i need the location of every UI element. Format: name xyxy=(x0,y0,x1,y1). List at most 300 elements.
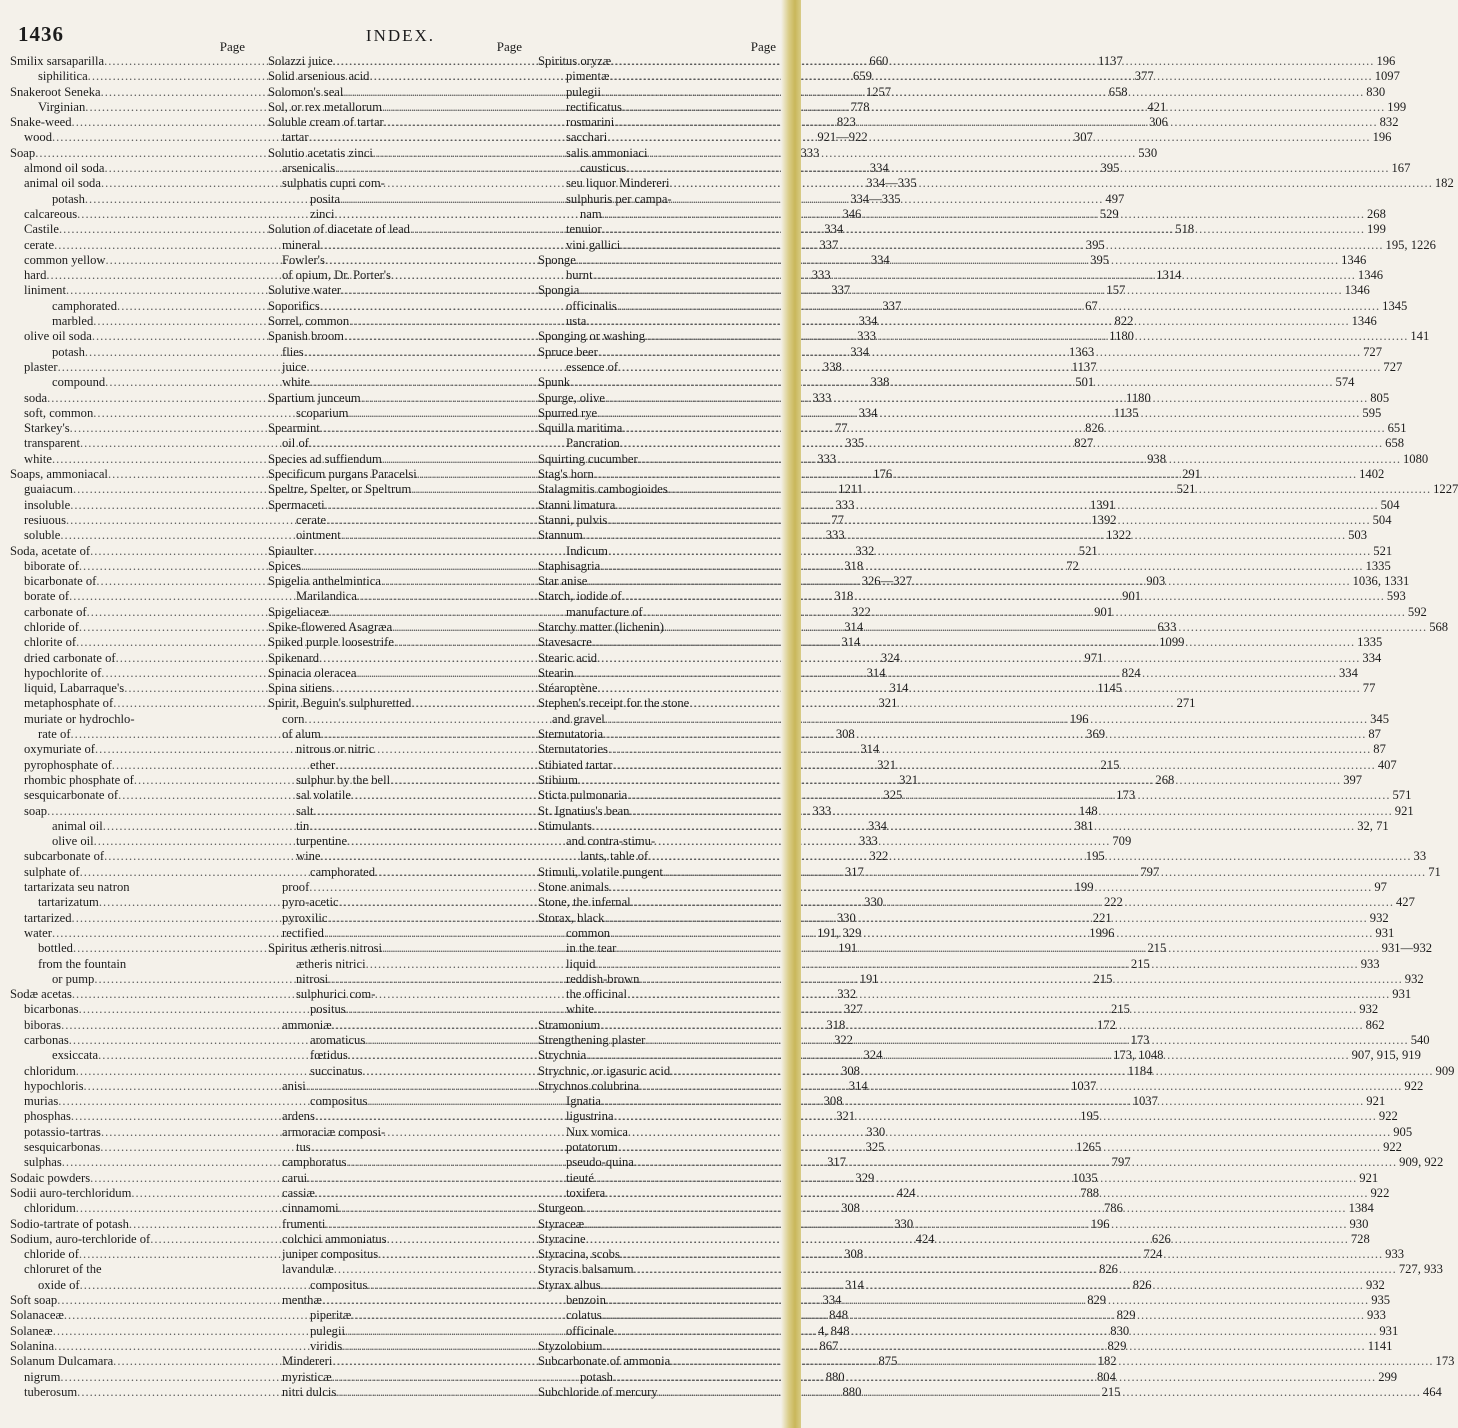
entry-page: 1335 xyxy=(1365,558,1391,573)
entry-term: Spartium junceum xyxy=(268,390,361,405)
entry-term: calcareous xyxy=(24,206,78,221)
entry-page: 938 xyxy=(1147,451,1166,466)
entry-page: 334—335 xyxy=(866,176,917,191)
entry-term: biborate of xyxy=(24,558,79,573)
entry-page: 338 xyxy=(822,359,842,374)
entry-page: 173 xyxy=(1130,1033,1150,1047)
entry-page: 709 xyxy=(1112,834,1132,849)
entry-term: camphorated xyxy=(52,298,118,313)
entry-page: 797 xyxy=(1140,864,1160,879)
page-number: 1436 xyxy=(18,22,64,46)
entry-page: 333 xyxy=(857,329,877,344)
entry-page: 880 xyxy=(825,1369,845,1384)
entry-term: white xyxy=(566,1002,594,1017)
entry-page: 321 xyxy=(836,1109,856,1124)
entry-page: 33 xyxy=(1413,849,1427,864)
entry-term: St. Ignatius's bean xyxy=(538,803,630,818)
entry-term: subcarbonate of xyxy=(24,849,105,864)
entry-term: juniper compositus xyxy=(282,1247,379,1262)
entry-term: Soft soap xyxy=(10,1293,58,1308)
dot-leader xyxy=(584,1217,1347,1232)
entry-page: 464 xyxy=(1422,1384,1442,1399)
entry-term: white xyxy=(24,451,52,466)
entry-page: 1211 xyxy=(838,482,864,497)
dot-leader xyxy=(586,314,1349,329)
entry-term: ætheris nitrici xyxy=(296,956,366,971)
entry-page: 797 xyxy=(1111,1155,1131,1170)
entry-term: officinale xyxy=(566,1323,615,1338)
dot-leader xyxy=(570,375,1333,390)
entry-page: 377 xyxy=(1134,69,1154,84)
dot-leader xyxy=(578,773,1341,788)
entry-term: Stearic acid xyxy=(538,650,598,665)
entry-term: Soap xyxy=(10,145,36,160)
entry-page: 727, 933 xyxy=(1398,1262,1443,1277)
entry-term: mineral xyxy=(282,237,321,252)
entry-term: and gravel xyxy=(552,711,605,726)
dot-leader xyxy=(628,1125,1391,1140)
entry-term: Spigelia anthelmintica xyxy=(268,574,381,589)
entry-term: Speltre, Spelter, or Speltrum xyxy=(268,482,412,497)
entry-page: 921—922 xyxy=(817,130,868,145)
entry-page: 173 xyxy=(1435,1354,1455,1369)
entry-page: 215 xyxy=(1130,956,1150,971)
entry-page: 407 xyxy=(1377,757,1397,772)
entry-term: oil of xyxy=(282,436,309,451)
entry-page: 314 xyxy=(844,1277,864,1292)
dot-leader xyxy=(601,85,1364,100)
entry-page: 501 xyxy=(1075,375,1095,390)
dot-leader xyxy=(629,804,1392,819)
dot-leader xyxy=(583,528,1346,543)
entry-page: 196 xyxy=(1090,1216,1110,1231)
entry-term: oxymuriate of xyxy=(24,742,95,757)
entry-page: 330 xyxy=(866,1124,886,1139)
entry-page: 660 xyxy=(869,54,889,68)
entry-term: Stalagmitis cambogioides xyxy=(538,482,668,497)
entry-page: 97 xyxy=(1374,880,1387,895)
entry-term: tartarizata seu natron xyxy=(24,880,130,895)
entry-term: Spermaceti xyxy=(268,497,325,512)
entry-term: ligustrina xyxy=(566,1109,614,1124)
entry-term: white xyxy=(282,375,310,390)
entry-term: aromaticus xyxy=(310,1033,366,1047)
entry-page: 332 xyxy=(855,543,875,558)
dot-leader xyxy=(631,895,1394,910)
entry-term: Strychnia xyxy=(538,1048,587,1063)
entry-page: 1322 xyxy=(1106,528,1132,543)
entry-term: Stannum xyxy=(538,528,583,543)
entry-page: 334 xyxy=(824,222,844,237)
dot-leader xyxy=(610,926,1373,941)
entry-term: Nux vomica xyxy=(566,1124,628,1139)
dot-leader xyxy=(617,299,1380,314)
entry-page: 571 xyxy=(1392,788,1412,803)
entry-term: nitrous or nitric xyxy=(296,742,375,757)
entry-page: 182 xyxy=(1434,176,1454,191)
entry-page: 1265 xyxy=(1076,1140,1102,1155)
entry-page: 826 xyxy=(1099,1262,1118,1277)
entry-term: muriate or hydrochlo- xyxy=(24,711,135,726)
entry-term: Styracina, scobs xyxy=(538,1247,620,1262)
dot-leader xyxy=(601,1094,1364,1109)
entry-page: 530 xyxy=(1138,145,1158,160)
entry-term: Spinacia oleracea xyxy=(268,665,357,680)
entry-term: scoparium xyxy=(296,405,349,420)
dot-leader xyxy=(574,666,1337,681)
entry-term: Spurred rye xyxy=(538,405,598,420)
entry-page: 77 xyxy=(1362,681,1376,696)
entry-term: metaphosphate of xyxy=(24,696,114,711)
entry-page: 325 xyxy=(883,788,903,803)
dot-leader xyxy=(609,880,1372,895)
entry-page: 921 xyxy=(1394,803,1414,818)
entry-term: rate of xyxy=(38,727,71,742)
dot-leader xyxy=(603,727,1366,742)
entry-page: 182 xyxy=(1097,1354,1117,1369)
entry-page: 199 xyxy=(1387,99,1407,114)
entry-page: 191 xyxy=(838,941,858,956)
entry-term: pyrophosphate of xyxy=(24,757,112,772)
entry-page: 397 xyxy=(1343,772,1363,787)
entry-page: 829 xyxy=(1107,1338,1127,1353)
entry-term: sacchari xyxy=(566,130,608,145)
entry-page: 333 xyxy=(811,268,831,283)
entry-term: wine xyxy=(296,849,321,864)
index-entry xyxy=(268,1125,522,1140)
entry-term: potatorum xyxy=(566,1140,618,1155)
entry-term: bicarbonate of xyxy=(24,574,97,589)
entry-term: Spirit, Beguin's sulphuretted xyxy=(268,696,412,711)
entry-term: pyro-acetic xyxy=(282,895,339,910)
entry-term: the officinal xyxy=(566,987,627,1002)
entry-page: 345 xyxy=(1370,711,1390,726)
entry-term: anisi xyxy=(282,1078,306,1093)
entry-page: 922 xyxy=(1378,1109,1398,1124)
entry-page: 826 xyxy=(1085,421,1104,436)
entry-page: 1137 xyxy=(1071,359,1097,374)
dot-leader xyxy=(592,635,1355,650)
entry-term: murias xyxy=(24,1094,59,1109)
entry-page: 880 xyxy=(842,1384,862,1399)
entry-term: carbonate of xyxy=(24,604,87,619)
page-column-label: Page xyxy=(496,39,522,54)
entry-page: 314 xyxy=(866,665,886,680)
entry-term: marbled xyxy=(52,314,94,329)
entry-term: Pancration xyxy=(566,436,620,451)
entry-page: 931 xyxy=(1379,1323,1399,1338)
entry-term: Castile xyxy=(24,222,59,237)
entry-term: Snakeroot Seneka xyxy=(10,84,101,99)
dot-leader xyxy=(614,1109,1377,1124)
dot-leader xyxy=(634,1262,1397,1277)
entry-page: 215 xyxy=(1101,1384,1121,1399)
entry-term: nam xyxy=(580,206,602,221)
entry-page: 921 xyxy=(1359,1170,1379,1185)
entry-term: camphoratus xyxy=(282,1155,347,1170)
dot-leader xyxy=(602,222,1365,237)
entry-term: manufacture of xyxy=(566,604,643,619)
page-column-label: Page xyxy=(750,39,776,54)
entry-term: sulphatis cupri com- xyxy=(282,176,385,191)
entry-page: 335 xyxy=(845,436,865,451)
entry-page: 931 xyxy=(1392,987,1412,1002)
index-entry xyxy=(268,987,522,1002)
entry-page: 727 xyxy=(1383,359,1403,374)
entry-term: Stavesacre xyxy=(538,635,592,650)
entry-term: rhombic phosphate of xyxy=(24,772,134,787)
entry-term: Soporifics xyxy=(268,298,320,313)
entry-page: 901 xyxy=(1122,589,1142,604)
dot-leader xyxy=(607,513,1370,528)
entry-page: 521 xyxy=(1078,543,1098,558)
entry-term: plaster xyxy=(24,359,58,374)
entry-term: Stanni limatura xyxy=(538,497,616,512)
entry-page: 191 xyxy=(859,971,879,986)
dot-leader xyxy=(606,1293,1369,1308)
entry-page: 826 xyxy=(1132,1277,1152,1292)
entry-term: liquid, Labarraque's xyxy=(24,681,125,696)
entry-term: olive oil xyxy=(52,834,94,849)
index-entry xyxy=(268,742,522,757)
dot-leader xyxy=(645,329,1408,344)
entry-term: pimentæ xyxy=(566,69,610,84)
entry-page: 786 xyxy=(1103,1201,1123,1216)
entry-term: phosphas xyxy=(24,1109,71,1124)
dot-leader xyxy=(579,283,1342,298)
entry-term: Stearin xyxy=(538,665,574,680)
entry-term: Strychnic, or igasuric acid xyxy=(538,1063,671,1078)
entry-term: carbonas xyxy=(24,1033,69,1047)
entry-term: from the fountain xyxy=(38,956,127,971)
entry-term: Solanina xyxy=(10,1338,55,1353)
entry-page: 334 xyxy=(869,161,889,176)
entry-term: Mindereri xyxy=(282,1354,333,1369)
dot-leader xyxy=(597,651,1360,666)
entry-term: olive oil soda xyxy=(24,329,92,344)
entry-term: cerate xyxy=(24,237,55,252)
entry-term: pulegii xyxy=(310,1323,345,1338)
entry-page: 333 xyxy=(812,390,832,405)
entry-page: 651 xyxy=(1387,421,1407,436)
entry-page: 329 xyxy=(855,1170,875,1185)
entry-page: 1180 xyxy=(1109,329,1134,344)
entry-page: 521 xyxy=(1176,482,1196,497)
entry-term: soft, common xyxy=(24,405,94,420)
entry-page: 318 xyxy=(834,589,854,604)
entry-page: 77 xyxy=(834,421,848,436)
index-entry xyxy=(538,696,776,711)
entry-page: 195 xyxy=(1080,1109,1100,1124)
entry-term: potash xyxy=(580,1369,613,1384)
entry-term: sulphate of xyxy=(24,864,80,879)
dot-leader xyxy=(616,941,1379,956)
index-entry xyxy=(538,834,776,849)
dot-leader xyxy=(598,345,1361,360)
entry-page: 568 xyxy=(1429,619,1449,634)
entry-page: 822 xyxy=(1114,314,1134,329)
entry-page: 935 xyxy=(1371,1293,1391,1308)
entry-page: 633 xyxy=(1157,619,1177,634)
entry-term: piperitæ xyxy=(310,1308,352,1323)
entry-term: ammoniæ xyxy=(282,1017,332,1032)
entry-page: 1135 xyxy=(1113,405,1139,420)
dot-leader xyxy=(643,605,1406,620)
entry-term: potash xyxy=(52,344,85,359)
index-entry xyxy=(268,176,522,191)
entry-page: 1346 xyxy=(1357,268,1384,283)
entry-page: 1996 xyxy=(1089,925,1115,940)
entry-term: Solanum Dulcamara xyxy=(10,1354,114,1369)
entry-term: reddish-brown xyxy=(566,971,640,986)
entry-page: 540 xyxy=(1410,1033,1430,1047)
entry-page: 875 xyxy=(878,1354,898,1369)
dot-leader xyxy=(620,436,1383,451)
entry-page: 77 xyxy=(831,512,844,527)
entry-term: cerate xyxy=(296,512,327,527)
dot-leader xyxy=(609,69,1372,84)
entry-page: 829 xyxy=(1087,1293,1107,1308)
entry-page: 321 xyxy=(899,772,919,787)
entry-page: 221 xyxy=(1092,910,1112,925)
dot-leader xyxy=(592,819,1355,834)
entry-page: 333 xyxy=(817,451,837,466)
entry-page: 901 xyxy=(1094,604,1114,619)
dot-leader xyxy=(607,130,1370,145)
entry-term: sesquicarbonas xyxy=(24,1140,101,1155)
entry-term: Stone, the infernal xyxy=(538,895,631,910)
entry-page: 922 xyxy=(1404,1078,1424,1093)
entry-page: 1145 xyxy=(1097,681,1123,696)
entry-term: flies xyxy=(282,344,304,359)
entry-term: tenuior xyxy=(566,222,602,237)
entry-page: 595 xyxy=(1362,405,1382,420)
entry-page: 333 xyxy=(825,528,845,543)
entry-page: 907, 915, 919 xyxy=(1351,1048,1421,1063)
entry-term: lavandulæ xyxy=(282,1262,334,1277)
dot-leader xyxy=(600,559,1363,574)
entry-term: colchici ammoniatus xyxy=(282,1231,387,1246)
entry-term: Sturgeon xyxy=(538,1201,584,1216)
entry-page: 322 xyxy=(851,604,871,619)
dot-leader xyxy=(663,865,1426,880)
entry-page: 141 xyxy=(1410,329,1430,344)
entry-term: Stimulants xyxy=(538,818,592,833)
entry-term: tieuté xyxy=(566,1170,594,1185)
entry-page: 1363 xyxy=(1069,344,1095,359)
entry-term: chlorite of xyxy=(24,635,77,650)
entry-page: 933 xyxy=(1385,1247,1405,1262)
entry-page: 932 xyxy=(1359,1002,1379,1017)
entry-page: 308 xyxy=(841,1201,860,1216)
entry-term: hard xyxy=(24,268,47,283)
dot-leader xyxy=(583,1201,1346,1216)
index-entry xyxy=(10,957,245,972)
entry-page: 804 xyxy=(1097,1369,1116,1384)
entry-page: 71 xyxy=(1428,864,1441,879)
entry-term: camphorated xyxy=(310,864,376,879)
dot-leader xyxy=(639,1079,1402,1094)
entry-term: Sodæ acetas xyxy=(10,987,72,1002)
entry-page: 832 xyxy=(1379,115,1399,130)
dot-leader xyxy=(601,1278,1364,1293)
entry-term: sulphur by the bell xyxy=(296,772,391,787)
entry-page: 215 xyxy=(1111,1002,1130,1017)
entry-term: Specificum purgans Paracelsi xyxy=(268,467,417,482)
entry-page: 823 xyxy=(836,115,856,130)
entry-term: Spearmint xyxy=(268,421,320,436)
entry-term: compound xyxy=(52,375,106,390)
entry-page: 1137 xyxy=(1098,54,1123,68)
entry-page: 1391 xyxy=(1089,497,1116,512)
entry-page: 346 xyxy=(842,206,862,221)
dot-leader xyxy=(587,574,1350,589)
entry-term: corn xyxy=(282,711,305,726)
entry-page: 805 xyxy=(1370,390,1390,405)
entry-term: potash xyxy=(52,191,85,206)
entry-term: soluble xyxy=(24,528,61,543)
entry-page: 318 xyxy=(826,1017,846,1032)
dot-leader xyxy=(639,972,1402,987)
page-heading: INDEX. xyxy=(365,26,436,45)
entry-term: oxide of xyxy=(38,1277,80,1292)
dot-leader xyxy=(602,1308,1365,1323)
entry-term: benzoin xyxy=(566,1293,606,1308)
entry-page: 1184 xyxy=(1127,1063,1153,1078)
entry-page: 199 xyxy=(1074,880,1094,895)
entry-term: biboras xyxy=(24,1017,62,1032)
entry-page: 1314 xyxy=(1156,268,1182,283)
entry-term: posita xyxy=(310,191,341,206)
entry-term: burnt xyxy=(566,268,593,283)
entry-term: Solanaceæ xyxy=(10,1308,64,1323)
entry-page: 167 xyxy=(1391,161,1411,176)
entry-term: Solid arsenious acid xyxy=(268,69,370,84)
entry-term: juice xyxy=(282,359,307,374)
entry-term: chloridum xyxy=(24,1201,76,1216)
entry-page: 314 xyxy=(841,635,861,650)
dot-leader xyxy=(602,207,1365,222)
dot-leader xyxy=(618,1140,1381,1155)
dot-leader xyxy=(638,452,1401,467)
entry-page: 1392 xyxy=(1091,512,1117,527)
entry-page: 504 xyxy=(1372,512,1392,527)
entry-page: 333 xyxy=(858,834,878,849)
entry-page: 191, 329 xyxy=(817,925,862,940)
entry-term: Sol, or rex metallorum xyxy=(268,99,383,114)
entry-page: 314 xyxy=(889,681,909,696)
entry-term: cassiæ xyxy=(282,1185,315,1200)
entry-page: 222 xyxy=(1103,895,1123,910)
entry-page: 1037 xyxy=(1071,1078,1097,1093)
entry-term: Stimuli, volatile pungent xyxy=(538,864,663,879)
entry-page: 196 xyxy=(1372,130,1392,145)
entry-term: Spongia xyxy=(538,283,580,298)
entry-term: arsenicalis xyxy=(282,161,336,176)
entry-page: 1384 xyxy=(1348,1201,1374,1216)
entry-term: tin xyxy=(296,818,310,833)
entry-term: hypochlorite of xyxy=(24,665,102,680)
entry-term: Sodaic powders xyxy=(10,1170,91,1185)
entry-page: 271 xyxy=(1176,696,1196,711)
entry-term: Spiked purple loosestrife xyxy=(268,635,394,650)
entry-page: 334 xyxy=(1362,650,1382,665)
entry-page: 308 xyxy=(835,727,855,742)
entry-page: 727 xyxy=(1363,344,1382,359)
entry-term: Solution of diacetate of lead xyxy=(268,222,410,237)
entry-term: guaiacum xyxy=(24,482,73,497)
entry-page: 922 xyxy=(1370,1185,1390,1200)
